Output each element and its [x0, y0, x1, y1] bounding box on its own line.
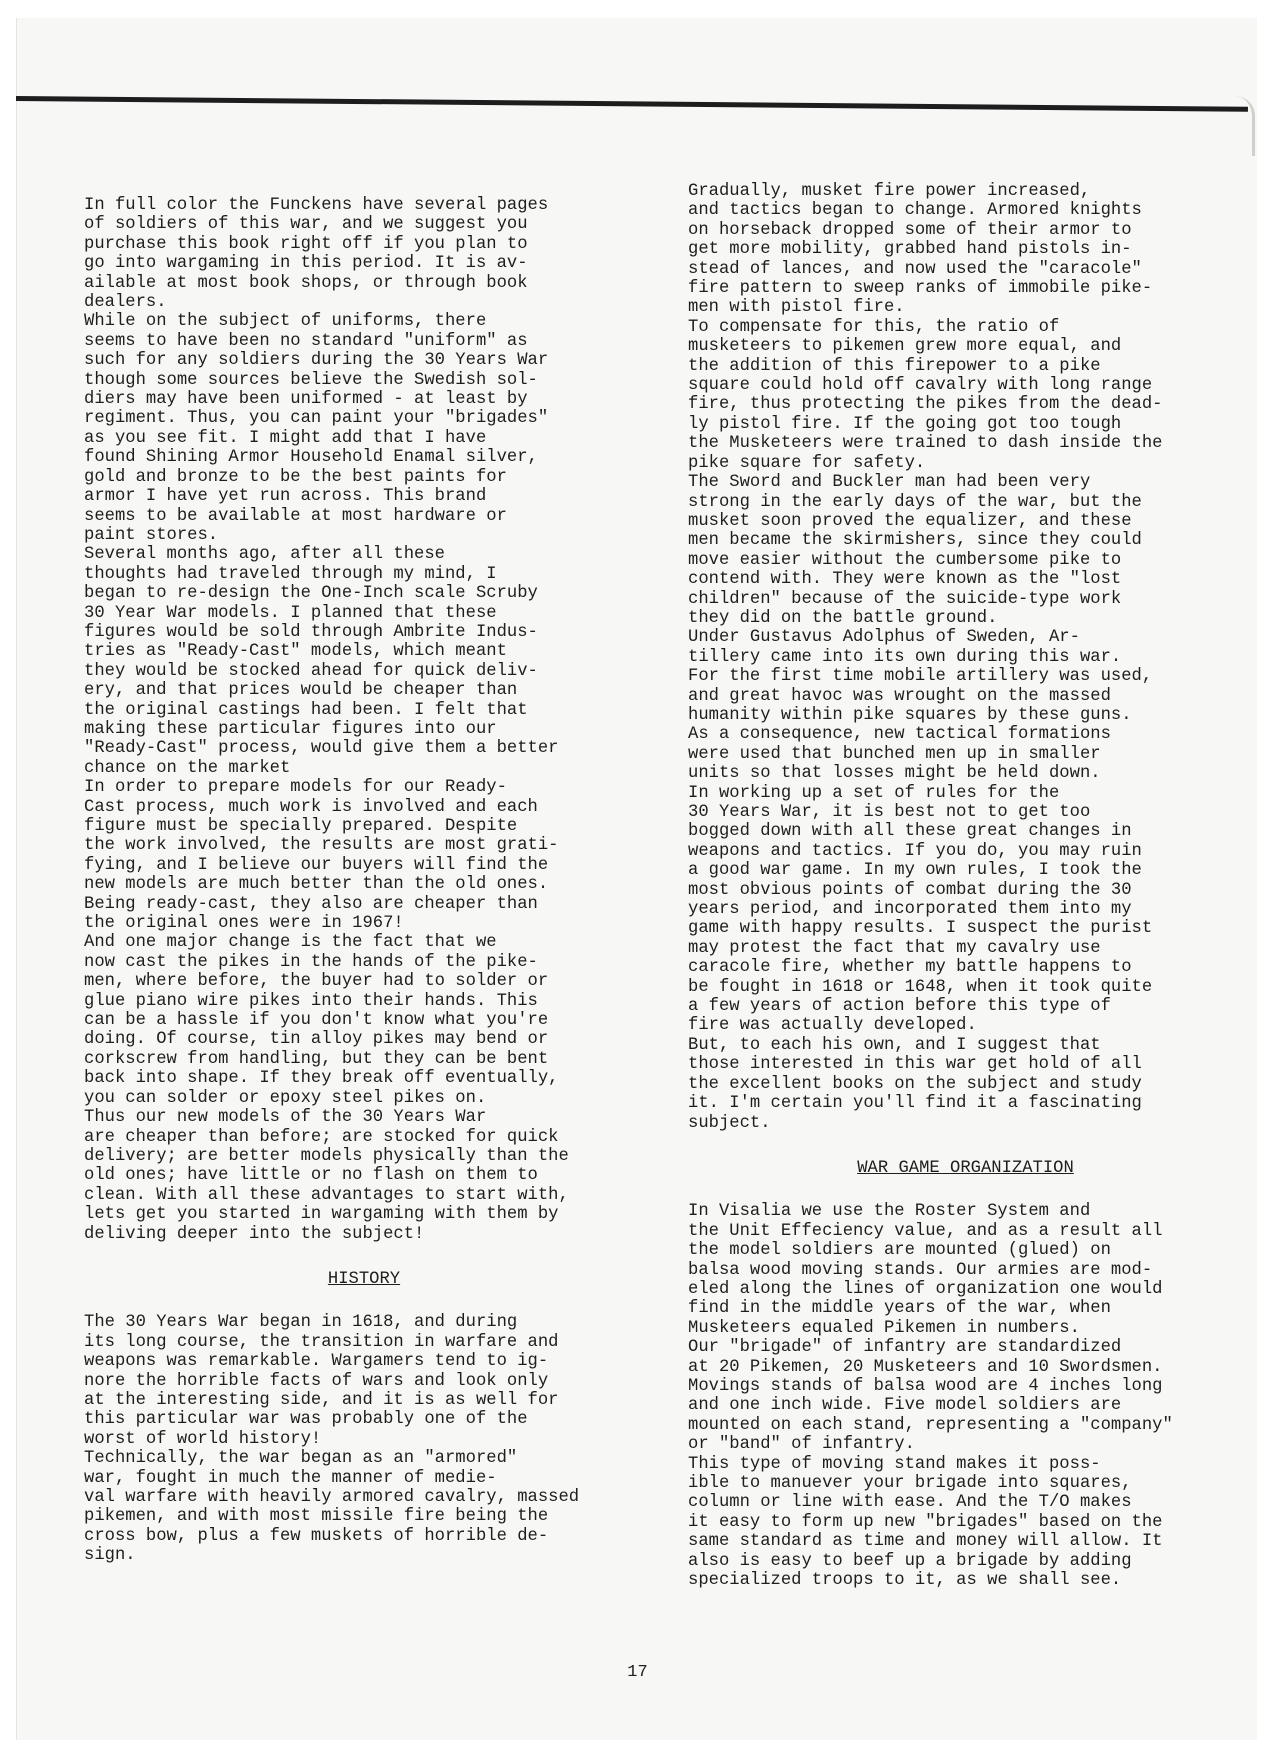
body-paragraph: In Visalia we use the Roster System and the Unit Effeciency value, and as a result all the model soldiers are mounted (glued) on balsa wood moving stands. Our armies are mod- eled along the lines of organization one would find in the middle years of the war, when Musketeers equaled Pikemen in numbers. [688, 1202, 1163, 1338]
body-paragraph: And one major change is the fact that we now cast the pikes in the hands of the pike- men, where before, the buyer had to solder or glue piano wire pikes into their hands. This can be a hassle if you don't know what you're doing. Of course, tin alloy pikes may bend or corkscrew from handling, but they can be bent back into shape. If they break off eventually, you can solder or epoxy steel pikes on. [84, 933, 559, 1108]
page-number: 17 [627, 1663, 648, 1682]
body-paragraph: Under Gustavus Adolphus of Sweden, Ar- tillery came into its own during this war. For the first time mobile artillery was used, and great havoc was wrought on the massed humanity within pike squares by these guns. As a consequence, new tactical formations were used that bunched men up in smaller units so that losses might be held down. [688, 628, 1153, 784]
body-paragraph: This type of moving stand makes it poss- ible to manuever your brigade into squares, column or line with ease. And the T/O makes it easy to form up new "brigades" based on the same standard as time and money will allow. It also is easy to beef up a brigade by adding specialized troops to it, as we shall see. [688, 1454, 1163, 1591]
body-paragraph: To compensate for this, the ratio of musketeers to pikemen grew more equal, and the addition of this firepower to a pike square could hold off cavalry with long range fire, thus protecting the pikes from the dead- ly pistol fire. If the going got too tough the Musketeers were trained to dash inside the pike square for safety. [688, 317, 1163, 473]
left-column [84, 196, 644, 1566]
body-paragraph: In order to prepare models for our Ready- Cast process, much work is involved and each figure must be specially prepared. Despite the work involved, the results are most grati- fying, and I believe our buyers will find the new models are much better than the old ones. Being ready-cast, they also are cheaper than the original ones were in 1967! [84, 778, 559, 934]
body-paragraph: Our "brigade" of infantry are standardized at 20 Pikemen, 20 Musketeers and 10 Swordsmen. Movings stands of balsa wood are 4 inches long and one inch wide. Five model soldiers are mounted on each stand, representing a "company" or "band" of infantry. [688, 1338, 1173, 1455]
body-paragraph: In working up a set of rules for the 30 Years War, it is best not to get too bogged down with all these great changes in weapons and tactics. If you do, you may ruin a good war game. In my own rules, I took the most obvious points of combat during the 30 years period, and incorporated them into my game with happy results. I suspect the purist may protest the fact that my cavalry use caracole fire, whether my battle happens to be fought in 1618 or 1648, when it took quite a few years of action before this type of fire was actually developed. [688, 783, 1153, 1036]
body-paragraph: The Sword and Buckler man had been very strong in the early days of the war, but the musket soon proved the equalizer, and these men became the skirmishers, since they could move easier without the cumbersome pike to contend with. They were known as the "lost children" because of the suicide-type work they did on the battle ground. [688, 473, 1142, 628]
body-paragraph: In full color the Funckens have several pages of soldiers of this war, and we suggest you purchase this book right off if you plan to go into wargaming in this period. It is av- ailable at most book shops, or through book dealers. [84, 196, 549, 313]
body-paragraph: Gradually, musket fire power increased, and tactics began to change. Armored knights on horseback dropped some of their armor to get more mobility, grabbed hand pistols in- stead of lances, and now used the "caracole" fire pattern to sweep ranks of immobile pike- men with pistol fire. [688, 182, 1153, 318]
right-column [688, 182, 1243, 1590]
body-paragraph: The 30 Years War began in 1618, and during its long course, the transition in warfare and weapons was remarkable. Wargamers tend to ig- nore the horrible facts of wars and look only at the interesting side, and it is as well for this particular war was probably one of the worst of world history! [84, 1313, 559, 1449]
body-paragraph: Thus our new models of the 30 Years War are cheaper than before; are stocked for quick delivery; are better models physically than the old ones; have little or no flash on them to clean. With all these advantages to start with, lets get you started in wargaming with them by deliving deeper into the subject! [84, 1108, 569, 1244]
section-heading-history: HISTORY [327, 1269, 401, 1289]
body-paragraph: Technically, the war began as an "armored" war, fought in much the manner of medie- val warfare with heavily armored cavalry, massed pikemen, and with most missile fire being the cross bow, plus a few muskets of horrible de- sign. [84, 1449, 580, 1566]
page-corner-curl [1230, 96, 1255, 156]
body-paragraph: Several months ago, after all these thoughts had traveled through my mind, I began to re-design the One-Inch scale Scruby 30 Year War models. I planned that these figures would be sold through Ambrite Indus- tries as "Ready-Cast" models, which meant they would be stocked ahead for quick deliv- ery, and that prices would be cheaper than the original castings had been. I felt that making these particular figures into our "Ready-Cast" process, would give them a better chance on the market [84, 545, 559, 778]
body-paragraph: While on the subject of uniforms, there seems to have been no standard "uniform" as such for any soldiers during the 30 Years War though some sources believe the Swedish sol- diers may have been uniformed - at least by regiment. Thus, you can paint your "brigades" as you see fit. I might add that I have found Shining Armor Household Enamal silver, gold and bronze to be the best paints for armor I have yet run across. This brand seems to be available at most hardware or paint stores. [84, 312, 549, 545]
section-heading-war-game-organization: WAR GAME ORGANIZATION [857, 1158, 1074, 1178]
body-paragraph: But, to each his own, and I suggest that those interested in this war get hold of all the excellent books on the subject and study it. I'm certain you'll find it a fascinating subject. [688, 1035, 1142, 1133]
